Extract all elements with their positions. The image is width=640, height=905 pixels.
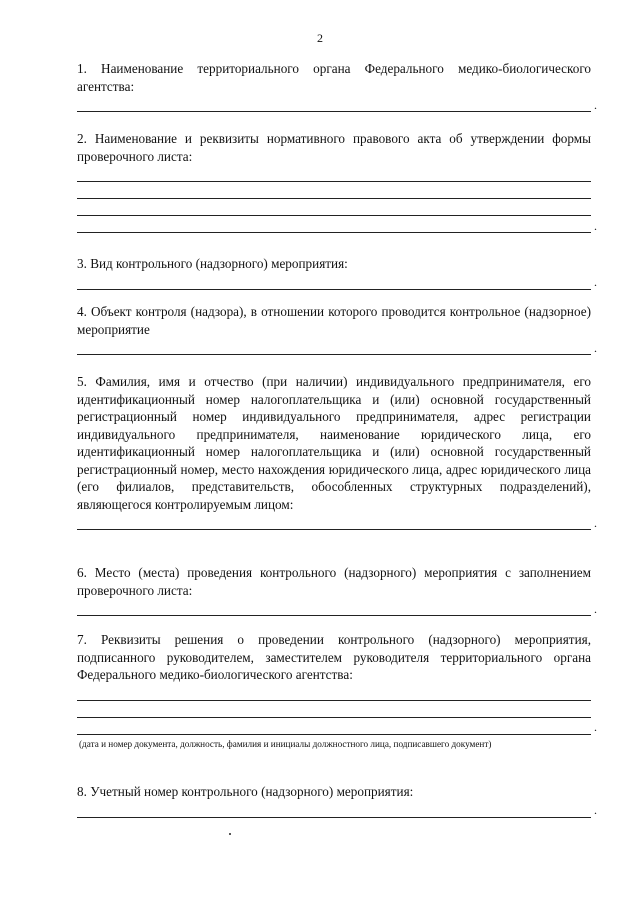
section-6-text: 6. Место (места) проведения контрольного (надзорного) мероприятия с заполнением проверочного листа: xyxy=(77,565,591,598)
section-2-fill-line[interactable] xyxy=(77,182,591,199)
section-7-text: 7. Реквизиты решения о проведении контрольного (надзорного) мероприятия, подписанного руководителем, заместителем руководителя территориального органа Федерального медико-биологического агентства: xyxy=(77,632,591,682)
section-2-fill-line[interactable] xyxy=(77,199,591,216)
section-1-fill-line[interactable] xyxy=(77,95,591,112)
section-2-text: 2. Наименование и реквизиты нормативного правового акта об утверждении формы проверочного листа: xyxy=(77,131,591,164)
section-4 xyxy=(77,303,591,355)
section-6 xyxy=(77,564,591,616)
section-7-fill-line[interactable] xyxy=(77,701,591,718)
stray-mark xyxy=(229,833,231,835)
section-5-fill-line[interactable] xyxy=(77,513,591,530)
section-6-fill-line[interactable] xyxy=(77,599,591,616)
section-8 xyxy=(77,783,591,818)
section-1 xyxy=(77,60,591,112)
section-8-fill-line[interactable] xyxy=(77,801,591,818)
section-8-text: 8. Учетный номер контрольного (надзорного) мероприятия: xyxy=(77,784,414,799)
section-4-fill-line[interactable] xyxy=(77,338,591,355)
section-7-fill-line[interactable] xyxy=(77,684,591,701)
section-7-caption: (дата и номер документа, должность, фамилия и инициалы должностного лица, подписавшего документ) xyxy=(79,738,492,749)
section-1-text: 1. Наименование территориального органа Федерального медико-биологического агентства: xyxy=(77,61,591,94)
section-2-fill-line[interactable] xyxy=(77,165,591,182)
section-2 xyxy=(77,130,591,233)
section-2-fill-line[interactable] xyxy=(77,216,591,233)
page-number: 2 xyxy=(317,31,323,45)
section-4-text: 4. Объект контроля (надзора), в отношении которого проводится контрольное (надзорное) мероприятие xyxy=(77,304,591,337)
section-7 xyxy=(77,631,591,751)
section-3-fill-line[interactable] xyxy=(77,273,591,290)
section-5 xyxy=(77,373,591,530)
section-3-text: 3. Вид контрольного (надзорного) мероприятия: xyxy=(77,256,348,271)
section-5-text: 5. Фамилия, имя и отчество (при наличии) индивидуального предпринимателя, его идентификационный номер налогоплательщика и (или) основной государственный регистрационный номер индивидуального предпринимателя, адрес регистрации индивидуального предпринимателя, наименование юридического лица, его идентификационный номер налогоплательщика и (или) основной государственный регистрационный номер, место нахождения юридического лица, адрес юридического лица (его филиалов, представительств, обособленных структурных подразделений), являющегося контролируемым лицом: xyxy=(77,374,591,512)
section-3 xyxy=(77,255,591,290)
section-7-fill-line[interactable] xyxy=(77,718,591,735)
